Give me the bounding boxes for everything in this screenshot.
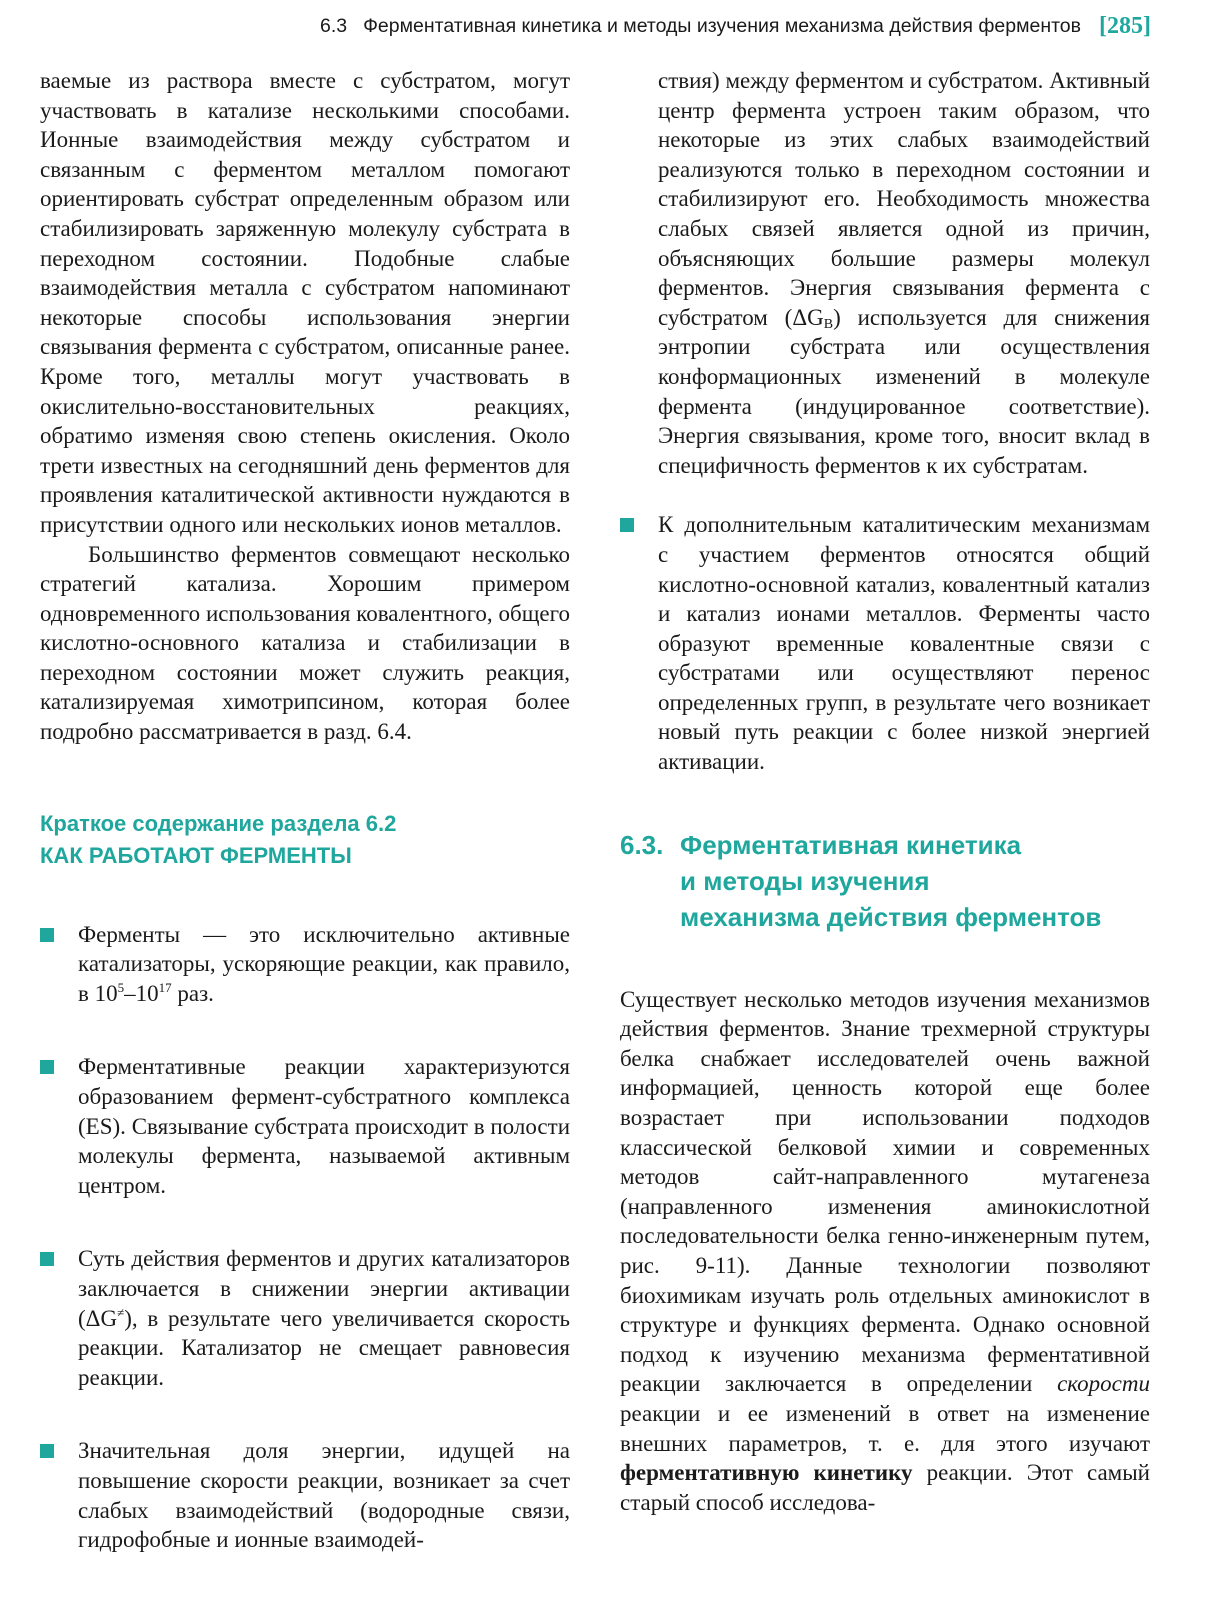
bullet-square-icon	[40, 1252, 54, 1266]
paragraph-combined-strategies: Большинство ферментов совмещают несколько стратегий катализа. Хорошим примером одновременного использования ковалентного, общего кислотно-основного катализа и стабилизации в переходном состоянии может служить реакция, катализируемая химотрипсином, которая более подробно рассматривается в разд. 6.4.	[40, 541, 570, 745]
summary-title-line-2: КАК РАБОТАЮТ ФЕРМЕНТЫ	[40, 842, 352, 868]
running-header	[320, 8, 1151, 44]
section-number: 6.3.	[620, 829, 664, 860]
bullet-square-icon	[40, 1444, 54, 1458]
bullet-5-text: К дополнительным каталитическим механизмам с участием ферментов относятся общий кислотно-основной катализ, ковалентный катализ и катализ ионами металлов. Ферменты часто образуют временные ковалентные связи с субстратами или осуществляют перенос определенных групп, в результате чего возникает новый путь реакции с более низкой энергией активации.	[658, 512, 1150, 775]
summary-bullet-2	[40, 1052, 570, 1200]
section-heading	[620, 827, 1150, 935]
bullet-4-continuation: ствия) между ферментом и субстратом. Активный центр фермента устроен таким образом, что некоторые из этих слабых взаимодействий реализуются только в переходном состоянии и стабилизируют его. Необходимость множества слабых связей является одной из причин, объясняющих большие размеры молекул ферментов. Энергия связывания фермента с субстратом $(\Delta G_B)$ используется для снижения энтропии субстрата или осуществления конформационных изменений в молекуле фермента (индуцированное соответствие). Энергия связывания, кроме того, вносит вклад в специфичность ферментов к их субстратам.	[658, 68, 1150, 478]
bullet-1-text: Ферменты — это исключительно активные катализаторы, ускоряющие реакции, как правило, в $10^5-10^{17}$ раз.	[78, 921, 570, 1006]
header-section-number: 6.3	[320, 14, 348, 37]
bullet-square-icon	[40, 928, 54, 942]
bullet-3-text: Суть действия ферментов и других катализаторов заключается в снижении энергии активации (ΔG≠), в результате чего увеличивается скорость реакции. Катализатор не смещает равновесия реакции.	[78, 1246, 570, 1390]
bullet-square-icon	[40, 1060, 54, 1074]
bullet-2-text: Ферментативные реакции характеризуются образованием фермент-субстратного комплекса (ES). Связывание субстрата происходит в полости молекулы фермента, называемой активным центром.	[78, 1054, 570, 1198]
summary-bullet-3	[40, 1244, 570, 1392]
summary-title-line-1: Краткое содержание раздела 6.2	[40, 810, 397, 836]
left-column	[40, 66, 570, 1555]
header-chapter-title: Ферментативная кинетика и методы изучения механизма действия ферментов	[363, 14, 1082, 37]
section-title-line-3: механизма действия ферментов	[680, 901, 1102, 932]
page-number: [285]	[1099, 12, 1151, 39]
bullet-4-text: Значительная доля энергии, идущей на повышение скорости реакции, возникает за счет слабых взаимодействий (водородные связи, гидрофобные и ионные взаимодей-	[78, 1438, 570, 1553]
summary-bullet-4	[40, 1436, 570, 1554]
section-title-line-2: и методы изучения	[680, 865, 930, 896]
right-column	[620, 66, 1150, 1517]
paragraph-metal-catalysis: ваемые из раствора вместе с субстратом, могут участвовать в катализе несколькими способами. Ионные взаимодействия между субстратом и связанным с ферментом металлом помогают ориентировать субстрат определенным образом или стабилизировать заряженную молекулу субстрата в переходном состоянии. Подобные слабые взаимодействия металла с субстратом напоминают некоторые способы использования энергии связывания фермента с субстратом, описанные ранее. Кроме того, металлы могут участвовать в окислительно-восстановительных реакциях, обратимо изменяя свою степень окисления. Около трети известных на сегодняшний день ферментов для проявления каталитической активности нуждаются в присутствии одного или нескольких ионов металлов.	[40, 68, 570, 537]
section-title-line-1: Ферментативная кинетика	[680, 829, 1022, 860]
summary-bullet-5	[620, 510, 1150, 776]
bullet-square-icon	[620, 518, 634, 532]
paragraph-kinetics-intro: Существует несколько методов изучения механизмов действия ферментов. Знание трехмерной структуры белка снабжает исследователей очень важной информацией, ценность которой еще более возрастает при использовании подходов классической белковой химии и современных методов сайт-направленного мутагенеза (направленного изменения аминокислотной последовательности белка генно-инженерным путем, рис. 9-11). Данные технологии позволяют биохимикам изучать роль отдельных аминокислот в структуре и функциях фермента. Однако основной подход к изучению механизма ферментативной реакции заключается в определении скорости реакции и ее изменений в ответ на изменение внешних параметров, т. е. для этого изучают ферментативную кинетику реакции. Этот самый старый способ исследова-	[620, 986, 1150, 1515]
summary-bullet-1	[40, 920, 570, 1009]
summary-heading	[40, 808, 570, 872]
